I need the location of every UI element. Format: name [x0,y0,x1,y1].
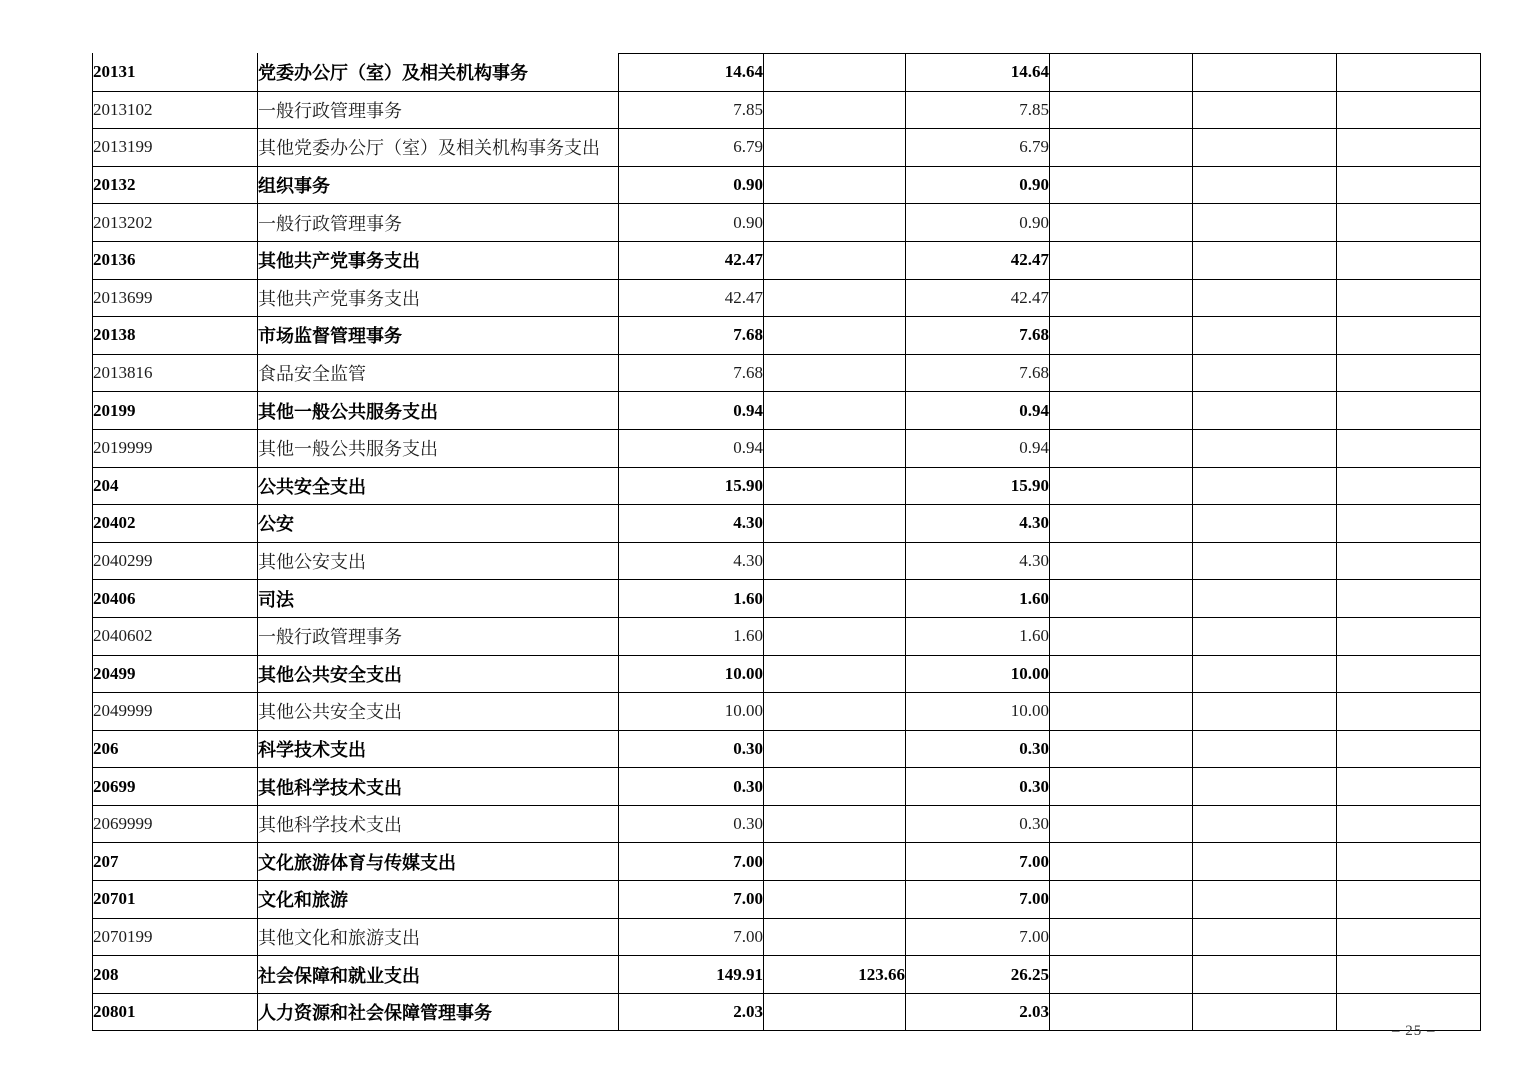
empty-cell [1193,280,1337,318]
value-cell-basic [764,204,906,242]
empty-cell [1337,768,1481,806]
table-row [93,355,1481,393]
value-cell-budget-total: 1.60 [619,618,764,656]
value-cell-basic [764,543,906,581]
value-cell-basic [764,392,906,430]
empty-cell [1050,580,1193,618]
code-cell: 2013816 [93,355,258,393]
empty-cell [1193,693,1337,731]
value-cell-project: 0.94 [906,392,1050,430]
value-cell-project: 42.47 [906,242,1050,280]
value-cell-project: 0.30 [906,806,1050,844]
value-cell-project: 7.00 [906,919,1050,957]
name-cell: 其他共产党事务支出 [258,280,619,318]
code-cell: 2040602 [93,618,258,656]
value-cell-basic [764,580,906,618]
empty-cell [1337,392,1481,430]
empty-cell [1337,53,1481,92]
empty-cell [1050,204,1193,242]
name-cell: 市场监督管理事务 [258,317,619,355]
value-cell-budget-total: 0.94 [619,430,764,468]
empty-cell [1050,317,1193,355]
empty-cell [1337,618,1481,656]
name-cell: 其他公共安全支出 [258,656,619,694]
value-cell-budget-total: 15.90 [619,468,764,506]
value-cell-basic [764,656,906,694]
value-cell-basic [764,242,906,280]
empty-cell [1050,994,1193,1032]
value-cell-project: 10.00 [906,693,1050,731]
empty-cell [1193,580,1337,618]
empty-cell [1337,956,1481,994]
empty-cell [1337,919,1481,957]
empty-cell [1193,919,1337,957]
value-cell-budget-total: 0.30 [619,731,764,769]
value-cell-basic [764,768,906,806]
code-cell: 20406 [93,580,258,618]
name-cell: 其他一般公共服务支出 [258,430,619,468]
value-cell-budget-total: 10.00 [619,656,764,694]
name-cell: 其他科学技术支出 [258,768,619,806]
value-cell-budget-total: 10.00 [619,693,764,731]
table-row [93,580,1481,618]
value-cell-basic [764,129,906,167]
value-cell-basic [764,731,906,769]
empty-cell [1337,881,1481,919]
empty-cell [1193,806,1337,844]
empty-cell [1193,843,1337,881]
empty-cell [1193,242,1337,280]
value-cell-budget-total: 42.47 [619,242,764,280]
code-cell: 207 [93,843,258,881]
table-row [93,994,1481,1032]
code-cell: 2070199 [93,919,258,957]
empty-cell [1193,204,1337,242]
value-cell-project: 1.60 [906,580,1050,618]
empty-cell [1337,843,1481,881]
name-cell: 一般行政管理事务 [258,618,619,656]
code-cell: 2040299 [93,543,258,581]
value-cell-budget-total: 0.94 [619,392,764,430]
value-cell-basic [764,806,906,844]
value-cell-budget-total: 7.00 [619,881,764,919]
empty-cell [1193,543,1337,581]
empty-cell [1193,355,1337,393]
name-cell: 一般行政管理事务 [258,92,619,130]
empty-cell [1050,693,1193,731]
value-cell-basic [764,355,906,393]
value-cell-basic [764,994,906,1032]
empty-cell [1050,468,1193,506]
value-cell-budget-total: 7.00 [619,919,764,957]
code-cell: 2049999 [93,693,258,731]
value-cell-budget-total: 7.68 [619,355,764,393]
empty-cell [1337,204,1481,242]
table-row [93,430,1481,468]
empty-cell [1337,468,1481,506]
empty-cell [1050,280,1193,318]
empty-cell [1337,580,1481,618]
empty-cell [1337,731,1481,769]
table-row [93,618,1481,656]
value-cell-project: 7.68 [906,317,1050,355]
code-cell: 204 [93,468,258,506]
empty-cell [1050,843,1193,881]
name-cell: 其他公共安全支出 [258,693,619,731]
value-cell-budget-total: 7.00 [619,843,764,881]
table-row [93,242,1481,280]
code-cell: 20801 [93,994,258,1032]
value-cell-project: 0.30 [906,731,1050,769]
value-cell-budget-total: 7.85 [619,92,764,130]
value-cell-basic [764,53,906,92]
value-cell-basic [764,881,906,919]
code-cell: 2013202 [93,204,258,242]
table-row [93,881,1481,919]
code-cell: 208 [93,956,258,994]
code-cell: 20132 [93,167,258,205]
empty-cell [1193,656,1337,694]
value-cell-basic: 123.66 [764,956,906,994]
value-cell-budget-total: 149.91 [619,956,764,994]
code-cell: 20402 [93,505,258,543]
code-cell: 2013102 [93,92,258,130]
value-cell-basic [764,430,906,468]
empty-cell [1050,731,1193,769]
value-cell-basic [764,92,906,130]
value-cell-budget-total: 0.90 [619,167,764,205]
name-cell: 人力资源和社会保障管理事务 [258,994,619,1032]
table-row [93,167,1481,205]
name-cell: 其他一般公共服务支出 [258,392,619,430]
value-cell-project: 6.79 [906,129,1050,167]
empty-cell [1337,656,1481,694]
table-row [93,806,1481,844]
value-cell-budget-total: 0.30 [619,768,764,806]
value-cell-budget-total: 1.60 [619,580,764,618]
empty-cell [1050,53,1193,92]
value-cell-budget-total: 6.79 [619,129,764,167]
value-cell-project: 7.85 [906,92,1050,130]
code-cell: 206 [93,731,258,769]
table-row [93,392,1481,430]
table-row [93,768,1481,806]
name-cell: 文化旅游体育与传媒支出 [258,843,619,881]
value-cell-budget-total: 7.68 [619,317,764,355]
empty-cell [1337,355,1481,393]
table-row [93,204,1481,242]
value-cell-project: 0.30 [906,768,1050,806]
empty-cell [1193,731,1337,769]
name-cell: 食品安全监管 [258,355,619,393]
code-cell: 20199 [93,392,258,430]
value-cell-budget-total: 4.30 [619,505,764,543]
value-cell-project: 7.68 [906,355,1050,393]
value-cell-budget-total: 2.03 [619,994,764,1032]
value-cell-project: 26.25 [906,956,1050,994]
name-cell: 公安 [258,505,619,543]
value-cell-project: 0.90 [906,204,1050,242]
empty-cell [1193,129,1337,167]
empty-cell [1050,92,1193,130]
empty-cell [1337,806,1481,844]
empty-cell [1193,994,1337,1032]
empty-cell [1337,430,1481,468]
name-cell: 司法 [258,580,619,618]
value-cell-project: 7.00 [906,843,1050,881]
empty-cell [1050,167,1193,205]
table-row [93,280,1481,318]
code-cell: 20699 [93,768,258,806]
empty-cell [1193,768,1337,806]
empty-cell [1050,242,1193,280]
table-row [93,543,1481,581]
value-cell-basic [764,280,906,318]
empty-cell [1050,618,1193,656]
table-row [93,919,1481,957]
code-cell: 2013699 [93,280,258,318]
name-cell: 组织事务 [258,167,619,205]
table-row [93,731,1481,769]
empty-cell [1050,956,1193,994]
empty-cell [1193,317,1337,355]
empty-cell [1050,919,1193,957]
empty-cell [1193,468,1337,506]
value-cell-project: 2.03 [906,994,1050,1032]
page-number: – 25 – [1392,1023,1436,1039]
empty-cell [1193,392,1337,430]
empty-cell [1337,505,1481,543]
name-cell: 一般行政管理事务 [258,204,619,242]
value-cell-project: 10.00 [906,656,1050,694]
value-cell-budget-total: 0.90 [619,204,764,242]
value-cell-project: 0.90 [906,167,1050,205]
table-row [93,843,1481,881]
empty-cell [1050,881,1193,919]
empty-cell [1193,618,1337,656]
code-cell: 2019999 [93,430,258,468]
table-row [93,468,1481,506]
empty-cell [1337,242,1481,280]
name-cell: 其他科学技术支出 [258,806,619,844]
name-cell: 其他共产党事务支出 [258,242,619,280]
empty-cell [1050,430,1193,468]
code-cell: 20701 [93,881,258,919]
name-cell: 其他党委办公厅（室）及相关机构事务支出 [258,129,619,167]
table-row [93,956,1481,994]
empty-cell [1050,129,1193,167]
value-cell-project: 14.64 [906,53,1050,92]
name-cell: 其他公安支出 [258,543,619,581]
code-cell: 2013199 [93,129,258,167]
value-cell-project: 7.00 [906,881,1050,919]
value-cell-project: 4.30 [906,505,1050,543]
budget-table [92,53,1481,1031]
value-cell-basic [764,317,906,355]
empty-cell [1050,656,1193,694]
table-row [93,656,1481,694]
name-cell: 其他文化和旅游支出 [258,919,619,957]
name-cell: 公共安全支出 [258,468,619,506]
empty-cell [1193,881,1337,919]
empty-cell [1193,956,1337,994]
value-cell-project: 1.60 [906,618,1050,656]
code-cell: 20138 [93,317,258,355]
budget-table-body [93,53,1481,1031]
value-cell-project: 42.47 [906,280,1050,318]
empty-cell [1337,317,1481,355]
empty-cell [1050,768,1193,806]
empty-cell [1193,430,1337,468]
table-row [93,53,1481,92]
value-cell-project: 4.30 [906,543,1050,581]
empty-cell [1050,355,1193,393]
value-cell-budget-total: 14.64 [619,53,764,92]
empty-cell [1337,693,1481,731]
value-cell-project: 15.90 [906,468,1050,506]
value-cell-budget-total: 42.47 [619,280,764,318]
empty-cell [1050,505,1193,543]
value-cell-basic [764,693,906,731]
empty-cell [1337,280,1481,318]
code-cell: 20499 [93,656,258,694]
value-cell-project: 0.94 [906,430,1050,468]
value-cell-basic [764,843,906,881]
table-row [93,129,1481,167]
value-cell-basic [764,167,906,205]
name-cell: 科学技术支出 [258,731,619,769]
empty-cell [1050,543,1193,581]
empty-cell [1337,543,1481,581]
empty-cell [1337,167,1481,205]
empty-cell [1193,92,1337,130]
code-cell: 20131 [93,53,258,92]
value-cell-basic [764,468,906,506]
table-row [93,317,1481,355]
name-cell: 党委办公厅（室）及相关机构事务 [258,53,619,92]
empty-cell [1337,92,1481,130]
value-cell-basic [764,919,906,957]
empty-cell [1050,392,1193,430]
value-cell-basic [764,618,906,656]
table-row [93,92,1481,130]
empty-cell [1193,167,1337,205]
table-row [93,693,1481,731]
empty-cell [1337,129,1481,167]
name-cell: 社会保障和就业支出 [258,956,619,994]
value-cell-budget-total: 0.30 [619,806,764,844]
empty-cell [1050,806,1193,844]
empty-cell [1193,53,1337,92]
code-cell: 20136 [93,242,258,280]
value-cell-basic [764,505,906,543]
table-row [93,505,1481,543]
name-cell: 文化和旅游 [258,881,619,919]
value-cell-budget-total: 4.30 [619,543,764,581]
code-cell: 2069999 [93,806,258,844]
empty-cell [1193,505,1337,543]
